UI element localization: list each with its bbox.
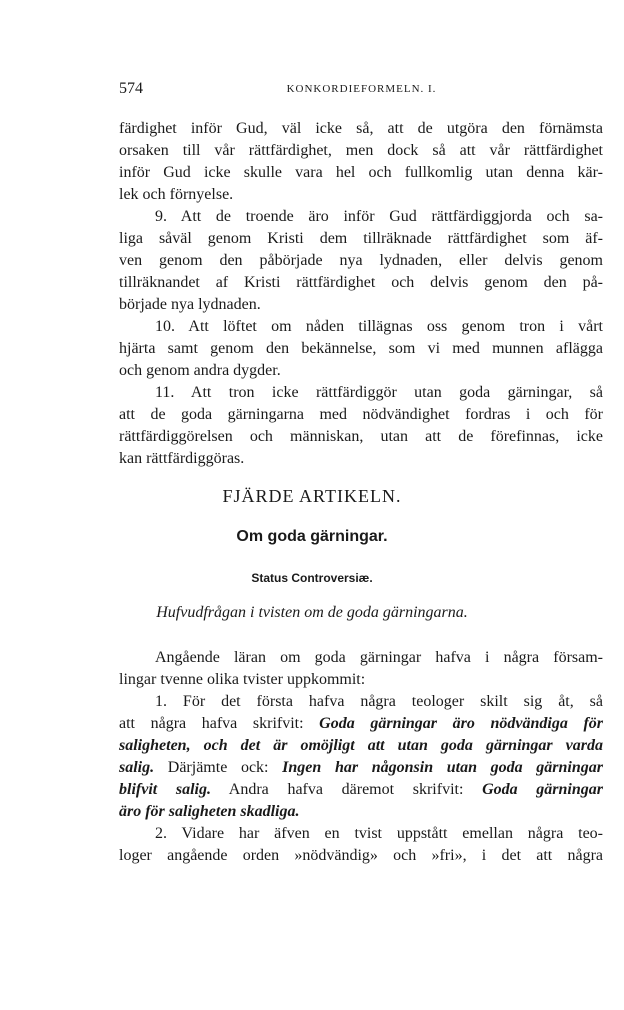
text-line: 1. För det första hafva några teologer skilt sig åt, så [155, 693, 603, 710]
text-line: ven genom den påbörjade nya lydnaden, eller delvis genom [119, 252, 603, 269]
text-line: färdighet inför Gud, väl icke så, att de utgöra den förnämsta [119, 120, 603, 137]
text-line: 2. Vidare har äfven en tvist uppstått emellan några teo- [155, 825, 603, 842]
emphasis-span: saligheten, och det är omöjligt att utan goda gärningar varda [119, 737, 603, 754]
text-line: liga såväl genom Kristi dem tillräknade rättfärdighet som äf- [119, 230, 603, 247]
text-line: rättfärdiggörelsen och människan, utan att de förefinnas, icke [119, 428, 603, 445]
text-line: 11. Att tron icke rättfärdiggör utan goda gärningar, så [155, 384, 603, 401]
text-line: lingar tvenne olika tvister uppkommit: [119, 671, 366, 688]
text-span: att några hafva skrifvit: [119, 715, 320, 732]
text-line: orsaken till vår rättfärdighet, men dock så att vår rättfärdighet [119, 142, 603, 159]
text-line: tillräknandet af Kristi rättfärdighet och delvis genom den på- [119, 274, 603, 291]
text-line [119, 801, 603, 823]
text-line: kan rättfärdiggöras. [119, 450, 245, 467]
text-span: Därjämte ock: [154, 759, 283, 776]
emphasis-span: Goda gärningar äro nödvändiga för [319, 715, 603, 732]
text-line: Angående läran om goda gärningar hafva i några försam- [155, 649, 603, 666]
text-line: inför Gud icke skulle vara hel och fullkomlig utan denna kär- [119, 164, 603, 181]
text-line: 10. Att löftet om nåden tillägnas oss genom tron i vårt [155, 318, 603, 335]
text-line [119, 713, 603, 735]
text-line: hjärta samt genom den bekännelse, som vi med munnen aflägga [119, 340, 603, 357]
main-question-heading: Hufvudfrågan i tvisten om de goda gärningarna. [156, 604, 468, 621]
article-title: Om goda gärningar. [236, 528, 388, 545]
text-line [119, 735, 603, 757]
text-line: att de goda gärningarna med nödvändighet fordras i och för [119, 406, 603, 423]
status-heading: Status Controversiæ. [251, 571, 373, 585]
running-header [119, 80, 604, 100]
emphasis-span: Goda gärningar [482, 781, 603, 798]
emphasis-span: salig. [119, 759, 155, 776]
emphasis-span: Ingen har någonsin utan goda gärningar [282, 759, 603, 776]
text-line: lek och förnyelse. [119, 186, 234, 203]
emphasis-span: äro för saligheten skadliga. [119, 803, 300, 820]
text-span: Andra hafva däremot skrifvit: [211, 781, 483, 798]
article-heading: FJÄRDE ARTIKELN. [222, 486, 402, 506]
page-number: 574 [119, 80, 143, 97]
text-line: loger angående orden »nödvändig» och »fri», i det att några [119, 847, 603, 864]
text-line: och genom andra dygder. [119, 362, 281, 379]
text-line [119, 779, 603, 801]
text-line: började nya lydnaden. [119, 296, 261, 313]
emphasis-span: blifvit salig. [119, 781, 211, 798]
running-title: KONKORDIEFORMELN. I. [286, 83, 437, 95]
text-line: 9. Att de troende äro inför Gud rättfärdiggjorda och sa- [155, 208, 603, 225]
text-line [119, 757, 603, 779]
